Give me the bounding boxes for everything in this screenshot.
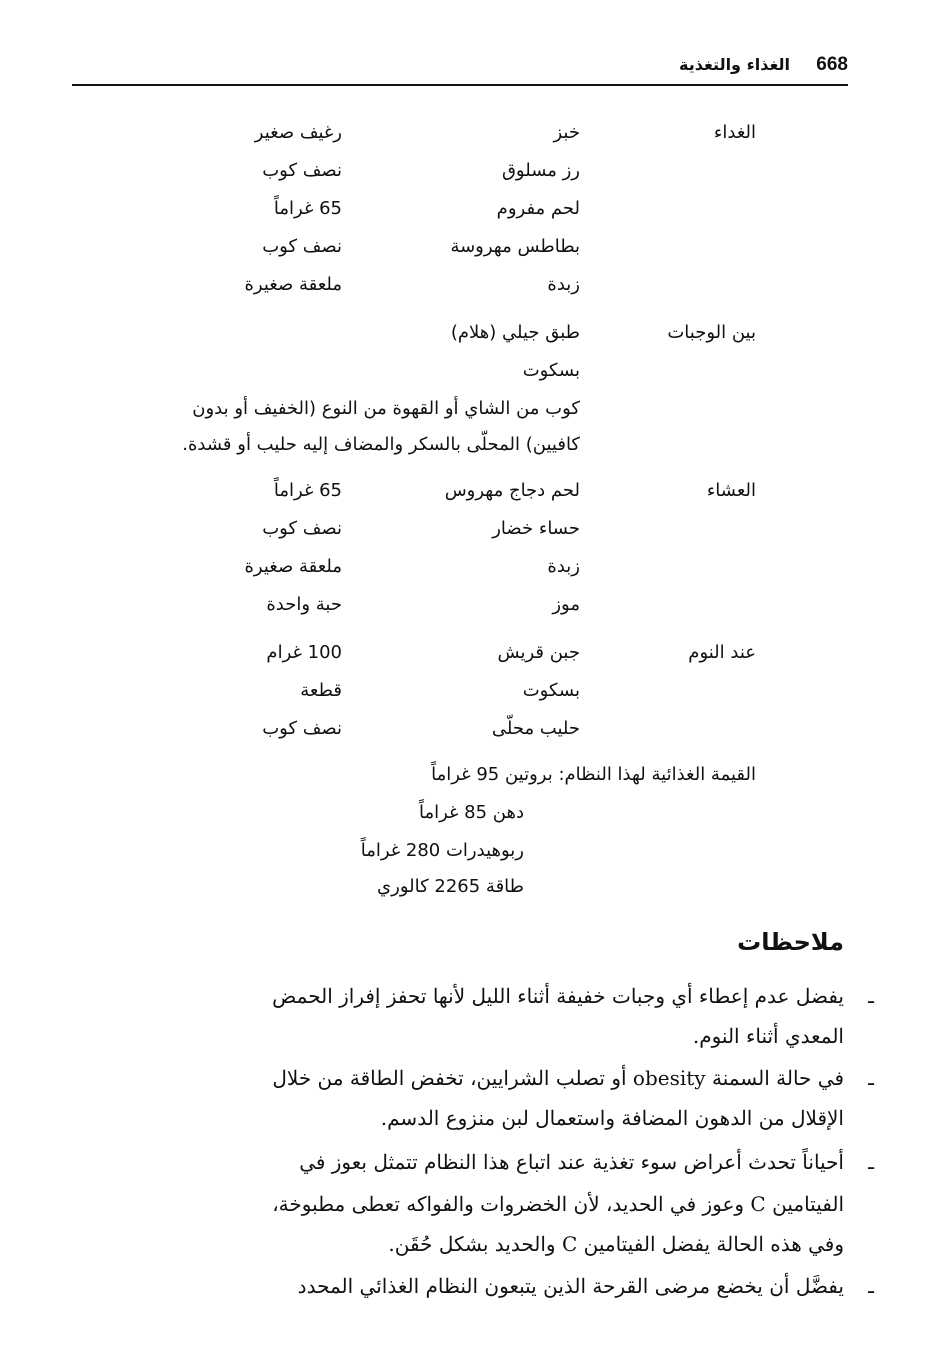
table-row (0, 642, 942, 672)
food-item: جبن قريش (497, 642, 580, 663)
food-quantity: ملعقة صغيرة (244, 274, 342, 295)
food-quantity: 65 غراماً (273, 198, 342, 219)
list-item (74, 1150, 874, 1260)
food-quantity: نصف كوب (262, 718, 342, 739)
food-item: زبدة (547, 556, 580, 577)
table-row (0, 122, 942, 152)
table-row (0, 518, 942, 548)
food-quantity: نصف كوب (262, 518, 342, 539)
table-row (0, 480, 942, 510)
note-line: يفضل عدم إعطاء أي وجبات خفيفة أثناء الليل لأنها تحفز إفراز الحمض (272, 984, 844, 1008)
nutrition-fat: دهن 85 غراماً (418, 802, 524, 823)
nutrition-energy: طاقة 2265 كالوري (377, 876, 524, 897)
note-line: الفيتامين C وعوز في الحديد، لأن الخضروات والفواكه تعطى مطبوخة، (272, 1192, 844, 1216)
list-item (74, 1274, 874, 1308)
food-item: كافيين) المحلّى بالسكر والمضاف إليه حليب أو قشدة. (182, 434, 580, 455)
food-quantity: نصف كوب (262, 160, 342, 181)
food-item: خبز (553, 122, 580, 143)
food-quantity: رغيف صغير (254, 122, 342, 143)
food-quantity: 65 غراماً (273, 480, 342, 501)
note-line: أحياناً تحدث أعراض سوء تغذية عند اتباع هذا النظام تتمثل بعوز في (299, 1150, 844, 1174)
table-row (0, 718, 942, 748)
meal-label-bedtime: عند النوم (688, 642, 756, 663)
list-item (74, 984, 874, 1054)
food-item: حساء خضار (492, 518, 580, 539)
table-row (0, 680, 942, 710)
food-item: بسكوت (522, 360, 580, 381)
food-item: حليب محلّى (491, 718, 580, 739)
list-item (74, 1066, 874, 1136)
meal-label-dinner: العشاء (706, 480, 756, 501)
nutrition-carbs: ربوهيدرات 280 غراماً (360, 840, 524, 861)
food-item: لحم دجاج مهروس (444, 480, 580, 501)
note-line: وفي هذه الحالة يفضل الفيتامين C والحديد بشكل حُقَن. (388, 1232, 844, 1256)
meal-label-between: بين الوجبات (667, 322, 756, 343)
note-line: المعدي أثناء النوم. (692, 1024, 844, 1048)
food-item: موز (552, 594, 580, 615)
food-quantity: 100 غرام (266, 642, 342, 663)
table-row (0, 160, 942, 190)
food-quantity: ملعقة صغيرة (244, 556, 342, 577)
food-quantity: قطعة (300, 680, 342, 701)
food-item: رز مسلوق (501, 160, 580, 181)
bullet-dash: ـ (868, 1150, 874, 1174)
food-item: بطاطس مهروسة (450, 236, 580, 257)
note-line: في حالة السمنة obesity أو تصلب الشرايين، تخفض الطاقة من خلال (272, 1066, 844, 1090)
meal-label-lunch: الغداء (713, 122, 756, 143)
food-quantity: حبة واحدة (266, 594, 342, 615)
running-title: الغذاء والتغذية (679, 55, 790, 74)
page-number: 668 (816, 54, 848, 75)
bullet-dash: ـ (868, 1066, 874, 1090)
food-quantity: نصف كوب (262, 236, 342, 257)
food-item: زبدة (547, 274, 580, 295)
table-row (0, 434, 942, 464)
page-header (72, 52, 848, 86)
table-row (0, 322, 942, 352)
note-line: الإقلال من الدهون المضافة واستعمال لبن منزوع الدسم. (380, 1106, 844, 1130)
food-item: كوب من الشاي أو القهوة من النوع (الخفيف أو بدون (192, 398, 580, 419)
nutrition-protein: القيمة الغذائية لهذا النظام: بروتين 95 غراماً (431, 764, 756, 785)
table-row (0, 360, 942, 390)
table-row (0, 274, 942, 304)
food-item: بسكوت (522, 680, 580, 701)
bullet-dash: ـ (868, 1274, 874, 1298)
table-row (0, 594, 942, 624)
note-line: يفضَّل أن يخضع مرضى القرحة الذين يتبعون النظام الغذائي المحدد (297, 1274, 844, 1298)
bullet-dash: ـ (868, 984, 874, 1008)
table-row (0, 556, 942, 586)
table-row (0, 198, 942, 228)
notes-title: ملاحظات (737, 928, 844, 956)
table-row (0, 398, 942, 428)
table-row (0, 236, 942, 266)
food-item: لحم مفروم (496, 198, 580, 219)
food-item: طبق جيلي (هلام) (450, 322, 580, 343)
